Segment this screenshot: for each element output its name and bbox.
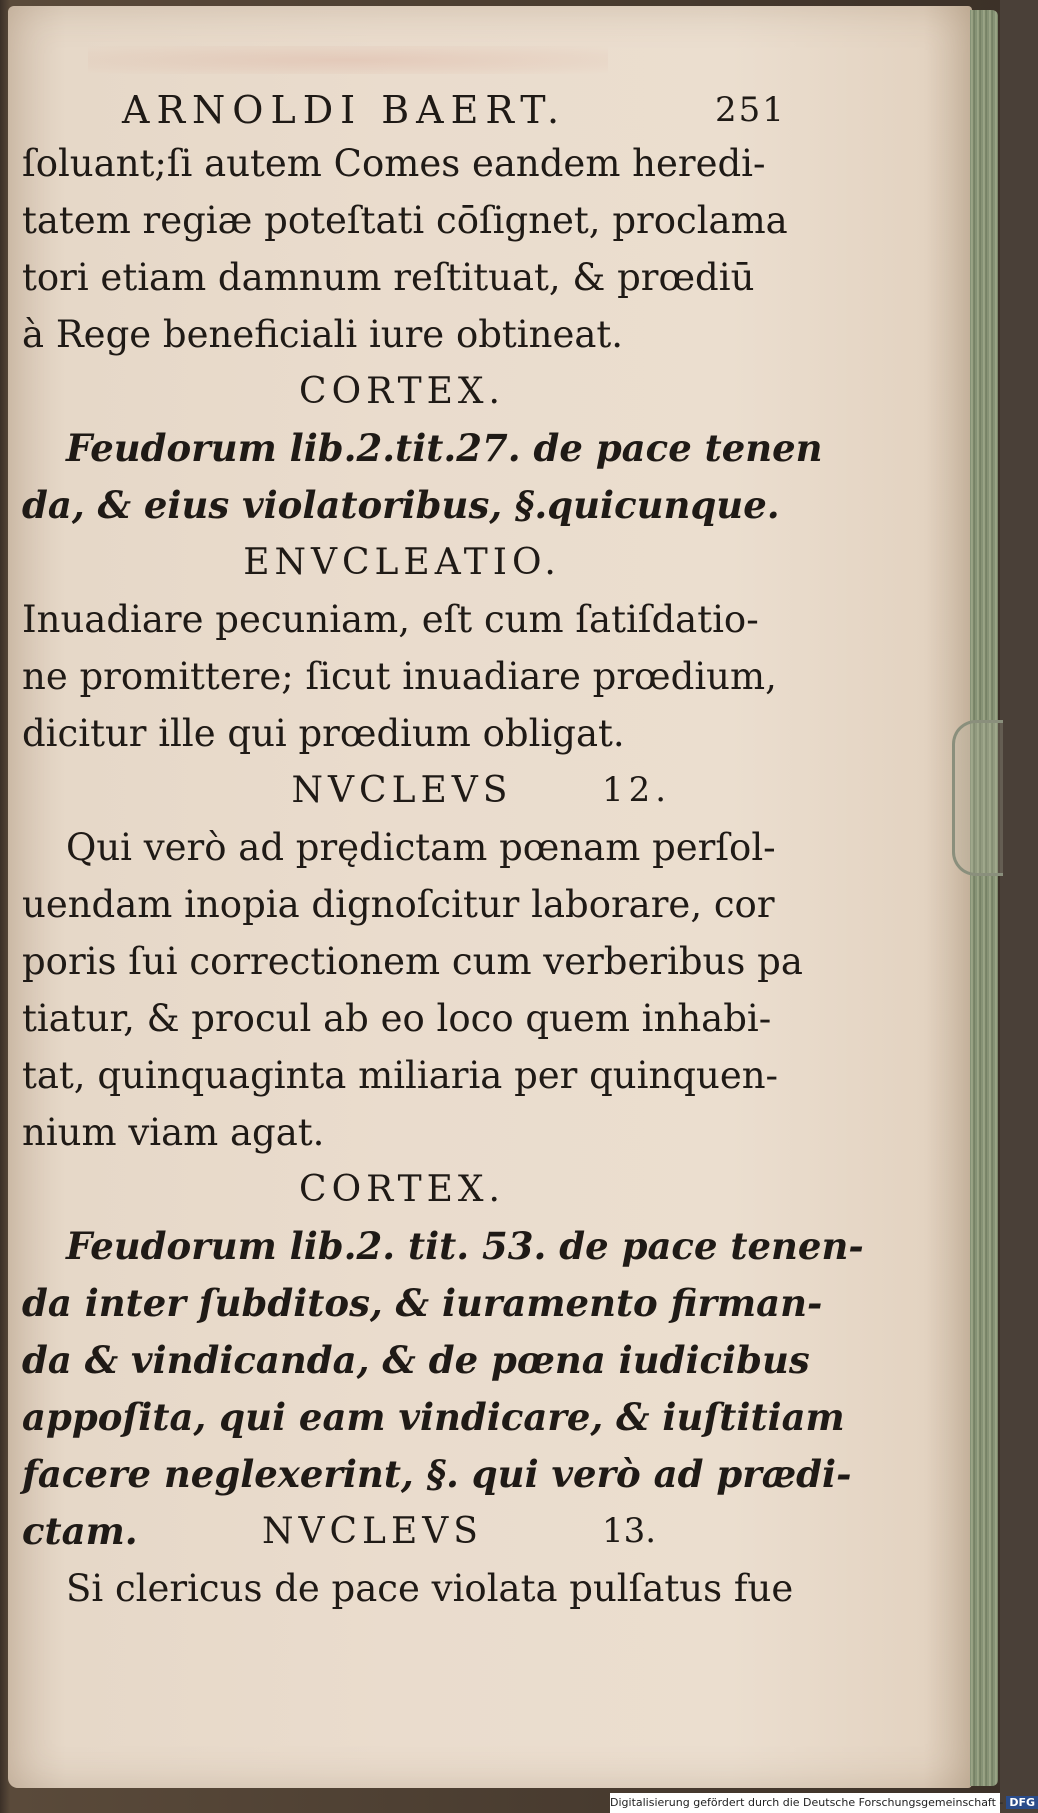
italic-text-line: da, & eius violatoribus, §.quicunque.: [22, 483, 780, 527]
text-line: tiatur, & procul ab eo loco quem inhabi-: [22, 997, 772, 1040]
italic-text-line: da & vindicanda, & de pœna iudicibus: [22, 1338, 810, 1382]
digitization-credit: [610, 1793, 1036, 1813]
folio-number: 251: [715, 90, 786, 130]
page-edge: [970, 10, 998, 1786]
section-heading-enucleatio: ENVCLEATIO.: [243, 542, 561, 583]
text-line: dicitur ille qui prœdium obligat.: [22, 712, 625, 755]
clasp-ring: [952, 720, 1003, 876]
running-header: [22, 85, 786, 135]
italic-text-line: facere neglexerint, §. qui verò ad prædi-: [22, 1452, 852, 1496]
cortex-end-and-nucleus-heading: [22, 1503, 782, 1560]
page-stain: [88, 46, 608, 74]
text-line: poris ſui correctionem cum verberibus pa: [22, 940, 803, 983]
page-text: [22, 85, 864, 1617]
text-line: nium viam agat.: [22, 1111, 325, 1154]
section-heading-cortex: CORTEX.: [299, 1169, 505, 1210]
nucleus-number: 12.: [602, 770, 672, 810]
nucleus-label: NVCLEVS: [262, 1511, 483, 1552]
italic-text-line: Feudorum lib.2. tit. 53. de pace tenen-: [66, 1224, 864, 1268]
nucleus-label: NVCLEVS: [291, 770, 513, 811]
text-line: Inuadiare pecuniam, eſt cum ſatiſdatio-: [22, 598, 759, 641]
dfg-logo: DFG: [1006, 1796, 1038, 1809]
nucleus-number: 13.: [602, 1511, 657, 1551]
italic-text-line: appoſita, qui eam vindicare, & iuſtitiam: [22, 1395, 845, 1439]
text-line: uendam inopia dignoſcitur laborare, cor: [22, 883, 775, 926]
section-heading-cortex: CORTEX.: [299, 371, 505, 412]
running-title: ARNOLDI BAERT.: [122, 88, 567, 132]
credit-text: Digitalisierung gefördert durch die Deutsche Forschungsgemeinschaft -: [610, 1796, 1004, 1809]
text-line: Qui verò ad prędictam pœnam perſol-: [66, 826, 776, 869]
text-line: Si clericus de pace violata pulſatus fue: [66, 1567, 794, 1610]
italic-text-line: da inter ſubditos, & iuramento firman-: [22, 1281, 823, 1325]
text-line: tat, quinquaginta miliaria per quinquen-: [22, 1054, 779, 1097]
text-line: ſoluant;ſi autem Comes eandem heredi-: [22, 142, 766, 185]
text-line: ne promittere; ſicut inuadiare prœdium,: [22, 655, 777, 698]
italic-text-fragment: ctam.: [22, 1509, 138, 1553]
text-line: tori etiam damnum reſtituat, & prœdiū: [22, 256, 755, 299]
section-heading-nucleus: [22, 762, 782, 819]
text-line: tatem regiæ poteſtati cōſignet, proclama: [22, 199, 788, 242]
text-line: à Rege beneficiali iure obtineat.: [22, 313, 624, 356]
italic-text-line: Feudorum lib.2.tit.27. de pace tenen: [66, 426, 823, 470]
